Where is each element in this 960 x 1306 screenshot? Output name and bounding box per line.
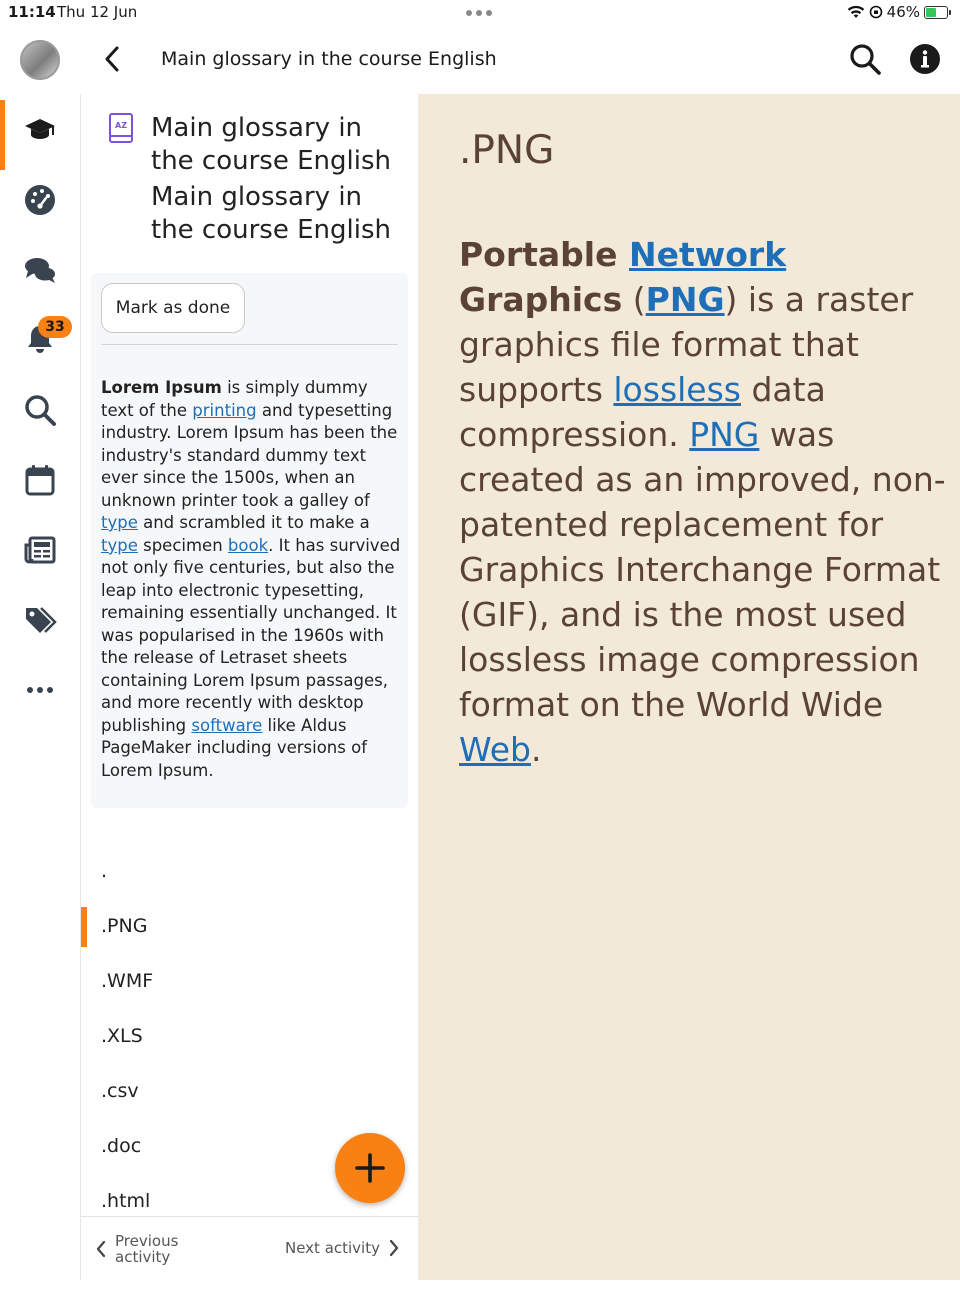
rail-item-dashboard[interactable] — [0, 170, 80, 230]
graduation-cap-icon — [23, 113, 57, 147]
orientation-lock-icon — [869, 5, 883, 19]
glossary-link[interactable]: printing — [192, 400, 257, 420]
desc-text: and scrambled it to make a — [137, 513, 370, 532]
definition-text: . — [530, 730, 542, 769]
glossary-entry[interactable]: . — [101, 860, 108, 882]
glossary-index-panel — [81, 94, 418, 1280]
info-icon — [909, 43, 941, 75]
back-icon[interactable] — [98, 44, 128, 74]
definition-link[interactable]: Web — [459, 730, 531, 769]
previous-activity-button[interactable] — [95, 1233, 185, 1265]
entry-reader-pane — [418, 94, 960, 1280]
chevron-left-icon — [95, 1240, 107, 1258]
mark-as-done-button[interactable]: Mark as done — [101, 283, 245, 333]
rail-item-messages[interactable] — [0, 240, 80, 300]
glossary-link[interactable]: type — [101, 535, 138, 555]
glossary-icon — [107, 112, 135, 144]
glossary-link[interactable]: type — [101, 513, 138, 532]
rail-item-search[interactable] — [0, 380, 80, 440]
info-button[interactable] — [898, 32, 952, 86]
entry-definition — [459, 232, 949, 772]
module-title — [151, 112, 411, 250]
glossary-entry[interactable]: .html — [101, 1190, 151, 1212]
calendar-icon — [23, 463, 57, 497]
desc-text: like Aldus PageMaker including versions of Lorem Ipsum. — [101, 715, 368, 780]
desc-text: is simply dummy text of the — [101, 378, 368, 420]
entry-title: .PNG — [459, 128, 555, 173]
svg-text:AZ: AZ — [115, 121, 127, 130]
desc-text: and typesetting industry. Lorem Ipsum has been the industry's standard dummy text ever since the 1500s, when an unknown printer took a galley of — [101, 400, 398, 510]
previous-activity-label: Previous activity — [115, 1232, 179, 1266]
definition-text: data compression. — [459, 370, 826, 454]
multitasking-dots[interactable] — [466, 10, 492, 16]
definition-text: ( — [622, 280, 646, 319]
module-description — [101, 377, 401, 782]
dashboard-icon — [23, 183, 57, 217]
status-bar — [0, 0, 960, 26]
divider — [101, 344, 398, 345]
battery-percent: 46% — [886, 3, 920, 21]
glossary-entry[interactable]: .XLS — [101, 1025, 143, 1047]
tags-icon — [23, 603, 57, 637]
module-subtitle-line: Main glossary in the course English — [151, 182, 391, 245]
search-icon — [23, 393, 57, 427]
search-icon — [848, 42, 882, 76]
definition-bold: Portable — [459, 235, 629, 274]
rail-item-calendar[interactable] — [0, 450, 80, 510]
next-activity-label: Next activity — [284, 1239, 380, 1257]
rail-item-more[interactable] — [0, 660, 80, 720]
definition-link[interactable]: PNG — [689, 415, 760, 454]
user-avatar[interactable] — [20, 40, 60, 80]
news-icon — [23, 533, 57, 567]
header-search-button[interactable] — [838, 32, 892, 86]
desc-text: specimen — [137, 535, 228, 555]
definition-text: ) is a raster graphics file format that supports — [459, 280, 914, 409]
notifications-badge: 33 — [38, 316, 72, 338]
definition-link[interactable]: PNG — [645, 280, 725, 319]
main-menu-rail — [0, 26, 81, 1280]
activity-navigation — [81, 1216, 418, 1280]
chevron-right-icon — [388, 1239, 400, 1257]
definition-bold: Graphics — [459, 280, 623, 319]
header-bar — [80, 26, 960, 94]
rail-item-notifications[interactable] — [0, 310, 80, 370]
page-title: Main glossary in the course English — [161, 48, 497, 70]
more-icon — [23, 673, 57, 707]
glossary-entry[interactable]: .doc — [101, 1135, 142, 1157]
add-entry-button[interactable] — [335, 1133, 405, 1203]
module-description-card — [91, 273, 408, 808]
wifi-icon — [847, 5, 865, 19]
definition-text: was created as an improved, non-patented replacement for Graphics Interchange Format (GIF), and is the most used lossless image compression format on the World Wide — [459, 415, 946, 724]
rail-item-my-courses[interactable] — [0, 100, 80, 160]
glossary-link[interactable]: book — [227, 535, 269, 555]
definition-link[interactable]: Network — [628, 235, 787, 274]
definition-link[interactable]: lossless — [613, 370, 741, 409]
status-date: Thu 12 Jun — [57, 3, 138, 21]
glossary-entry[interactable]: .csv — [101, 1080, 139, 1102]
desc-bold: Lorem Ipsum — [101, 378, 222, 397]
module-title-line: Main glossary in the course English — [151, 113, 391, 176]
status-indicators — [847, 3, 948, 21]
battery-icon — [924, 6, 948, 19]
rail-item-tags[interactable] — [0, 590, 80, 650]
plus-icon — [353, 1151, 387, 1185]
desc-text: . It has survived not only five centuries, but also the leap into electronic typesetting, remaining essentially unchanged. It was popularised in the 1960s with the release of Letraset sheets containing Lorem Ipsum passages, and more recently with desktop publishing — [101, 535, 401, 735]
glossary-link[interactable]: software — [191, 715, 263, 735]
chat-icon — [23, 253, 57, 287]
status-time: 11:14 — [8, 3, 56, 21]
next-activity-button[interactable] — [285, 1239, 400, 1257]
glossary-entry[interactable]: .WMF — [101, 970, 154, 992]
rail-item-site-news[interactable] — [0, 520, 80, 580]
glossary-entry-selected[interactable]: .PNG — [81, 899, 418, 954]
